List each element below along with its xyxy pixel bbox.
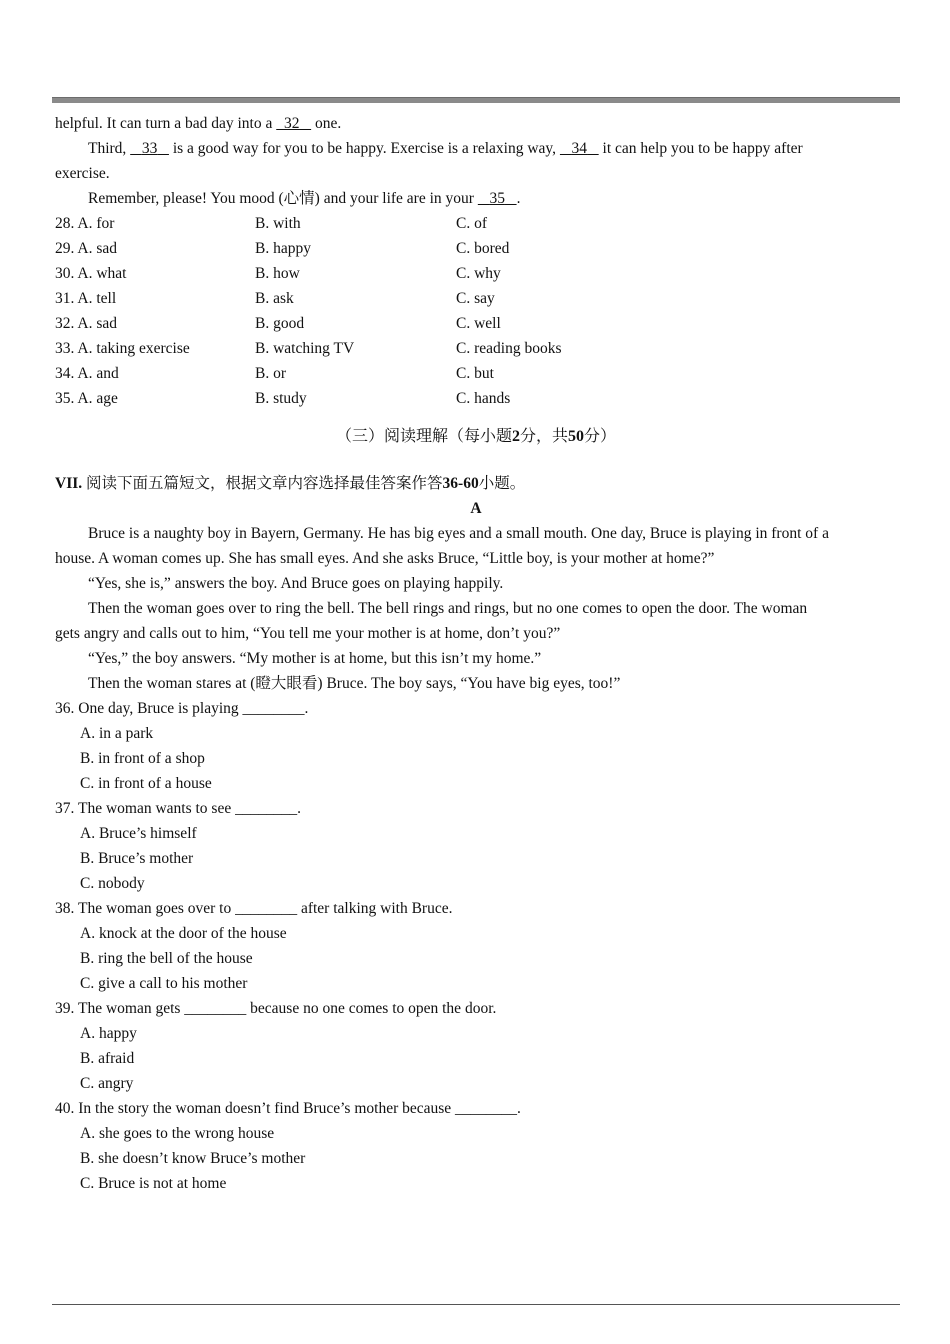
answer-option: A. she goes to the wrong house — [80, 1125, 275, 1142]
passage-label: A — [470, 500, 482, 517]
cloze-line-1 — [55, 111, 897, 136]
cloze-text: . — [516, 190, 521, 207]
option-b: B. with — [255, 215, 301, 232]
option-a: 35. A. age — [55, 390, 118, 407]
option-c: C. reading books — [456, 340, 562, 357]
blank-35: 35 — [489, 190, 505, 207]
footer-rule — [52, 1304, 900, 1305]
answer-option: C. Bruce is not at home — [80, 1175, 227, 1192]
passage-line: gets angry and calls out to him, “You tell me your mother is at home, don’t you?” — [55, 625, 561, 642]
question-stem: 37. The woman wants to see ________. — [55, 800, 301, 817]
option-b: B. study — [255, 390, 307, 407]
passage-line: “Yes, she is,” answers the boy. And Bruce goes on playing happily. — [88, 575, 504, 592]
option-b: B. how — [255, 265, 300, 282]
question-stem: 39. The woman gets ________ because no one comes to open the door. — [55, 1000, 497, 1017]
option-a: 32. A. sad — [55, 315, 117, 332]
cloze-text: one. — [314, 115, 342, 132]
option-row — [55, 261, 897, 286]
answer-option: C. nobody — [80, 875, 145, 892]
answer-option: C. in front of a house — [80, 775, 212, 792]
passage-line: “Yes,” the boy answers. “My mother is at home, but this isn’t my home.” — [88, 650, 542, 667]
cloze-line-2 — [55, 136, 897, 161]
question — [55, 996, 897, 1096]
page-content — [55, 111, 897, 1196]
answer-option: B. she doesn’t know Bruce’s mother — [80, 1150, 306, 1167]
option-c: C. bored — [456, 240, 510, 257]
option-a: 33. A. taking exercise — [55, 340, 190, 357]
option-a: 31. A. tell — [55, 290, 117, 307]
cloze-line-3: exercise. — [55, 165, 110, 182]
answer-option: A. in a park — [80, 725, 154, 742]
option-c: C. of — [456, 215, 487, 232]
answer-option: B. afraid — [80, 1050, 135, 1067]
cloze-text: is a good way for you to be happy. Exercise is a relaxing way, — [172, 140, 557, 157]
passage-line: Then the woman stares at (瞪大眼看) Bruce. The boy says, “You have big eyes, too!” — [88, 675, 621, 692]
cloze-options — [55, 211, 897, 411]
question-list — [55, 696, 897, 1196]
question — [55, 1096, 897, 1196]
answer-option: A. happy — [80, 1025, 137, 1042]
option-b: B. happy — [255, 240, 311, 257]
option-c: C. say — [456, 290, 495, 307]
header-rule — [52, 97, 900, 103]
question-stem: 40. In the story the woman doesn’t find Bruce’s mother because ________. — [55, 1100, 521, 1117]
option-row — [55, 286, 897, 311]
option-row — [55, 236, 897, 261]
answer-option: A. Bruce’s himself — [80, 825, 197, 842]
option-b: B. ask — [255, 290, 294, 307]
option-b: B. or — [255, 365, 286, 382]
blank-33: 33 — [141, 140, 158, 157]
answer-option: C. give a call to his mother — [80, 975, 248, 992]
option-a: 28. A. for — [55, 215, 115, 232]
option-row — [55, 361, 897, 386]
option-c: C. hands — [456, 390, 511, 407]
section-heading: （三）阅读理解（每小题2分，共50分） — [335, 428, 617, 445]
option-row — [55, 336, 897, 361]
question — [55, 896, 897, 996]
question-stem: 36. One day, Bruce is playing ________. — [55, 700, 309, 717]
option-row — [55, 386, 897, 411]
cloze-line-4 — [55, 186, 897, 211]
option-row — [55, 311, 897, 336]
option-c: C. well — [456, 315, 501, 332]
cloze-text: Remember, please! You mood (心情) and your life are in your — [88, 190, 474, 207]
cloze-text: helpful. It can turn a bad day into a — [55, 115, 273, 132]
option-b: B. good — [255, 315, 305, 332]
cloze-text: it can help you to be happy after — [602, 140, 803, 157]
question — [55, 696, 897, 796]
answer-option: B. Bruce’s mother — [80, 850, 194, 867]
option-a: 30. A. what — [55, 265, 127, 282]
blank-34: 34 — [571, 140, 588, 157]
passage-line: house. A woman comes up. She has small eyes. And she asks Bruce, “Little boy, is your mother at home?” — [55, 550, 715, 567]
option-b: B. watching TV — [255, 340, 355, 357]
answer-option: B. ring the bell of the house — [80, 950, 253, 967]
answer-option: B. in front of a shop — [80, 750, 205, 767]
option-a: 34. A. and — [55, 365, 119, 382]
question-stem: 38. The woman goes over to ________ after talking with Bruce. — [55, 900, 453, 917]
cloze-text: Third, — [88, 140, 127, 157]
question — [55, 796, 897, 896]
instruction: VII. 阅读下面五篇短文，根据文章内容选择最佳答案作答36-60小题。 — [55, 475, 526, 492]
option-a: 29. A. sad — [55, 240, 117, 257]
section-number: VII. — [55, 475, 83, 492]
blank-32: 32 — [283, 115, 300, 132]
answer-option: A. knock at the door of the house — [80, 925, 287, 942]
passage-line: Bruce is a naughty boy in Bayern, Germany. He has big eyes and a small mouth. One day, Bruce is playing in front of a — [88, 525, 829, 542]
option-c: C. but — [456, 365, 494, 382]
option-row — [55, 211, 897, 236]
passage-line: Then the woman goes over to ring the bell. The bell rings and rings, but no one comes to open the door. The woman — [88, 600, 808, 617]
answer-option: C. angry — [80, 1075, 134, 1092]
option-c: C. why — [456, 265, 501, 282]
passage — [55, 521, 897, 696]
